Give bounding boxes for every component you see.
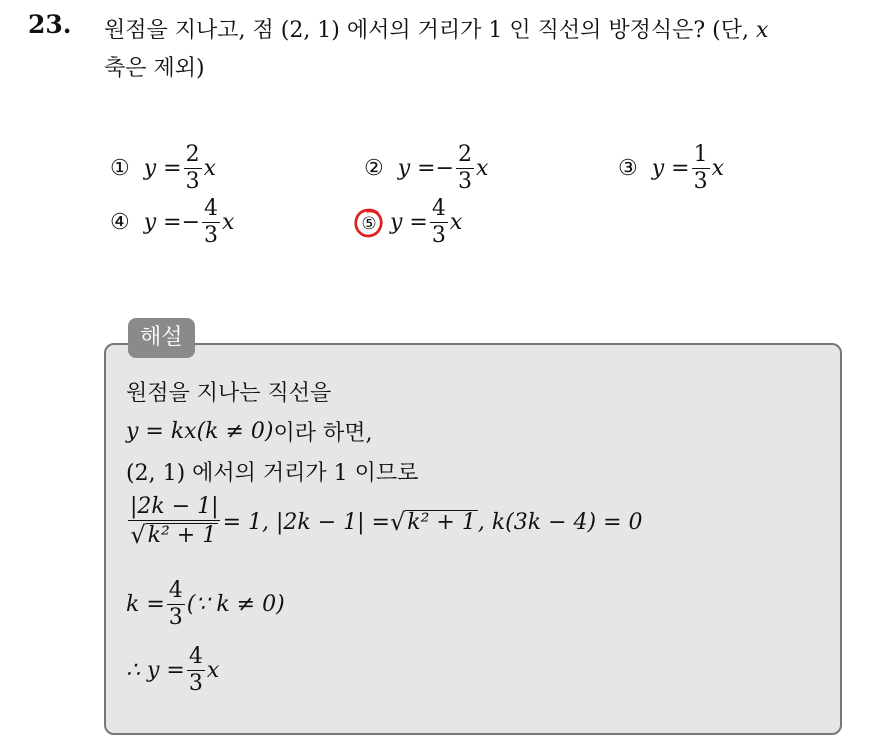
choice-1-lhs: y =	[143, 156, 182, 181]
choice-5-denominator: 3	[431, 223, 446, 248]
choice-3-mark: ③	[618, 156, 638, 181]
solution-line-4-end: , k(3k − 4) = 0	[477, 509, 643, 535]
choice-2[interactable]	[364, 144, 488, 193]
solution-tab: 해설	[128, 318, 195, 358]
choice-5-mark: ⑤	[361, 213, 377, 234]
question-text-part1: 원점을 지나고, 점 (2, 1) 에서의 거리가 1 인 직선의 방정식은? (단,	[104, 18, 756, 43]
choice-2-mark: ②	[364, 156, 384, 181]
solution-line-4	[126, 496, 643, 548]
solution-line-2-text: 이라 하면,	[273, 421, 373, 446]
choice-2-fraction	[456, 144, 474, 193]
sqrt-rhs-body: k² + 1	[407, 509, 476, 535]
solution-line-6	[126, 646, 219, 695]
choice-4-var: x	[222, 210, 235, 235]
solution-line-2-math: y = kx(k ≠ 0)	[126, 419, 274, 444]
choice-2-numerator: 2	[458, 142, 473, 167]
answer-circle-icon	[352, 206, 386, 240]
solution-line-1: 원점을 지나는 직선을	[126, 381, 332, 406]
choice-2-var: x	[476, 156, 489, 181]
choice-4-denominator: 3	[204, 223, 219, 248]
choice-1-fraction	[184, 144, 202, 193]
solution-line-5-end: (∵ k ≠ 0)	[186, 592, 285, 617]
choice-5[interactable]	[358, 198, 462, 247]
solution-line-5-denominator: 3	[168, 605, 183, 630]
solution-line-6-end: x	[206, 658, 220, 683]
solution-line-6-lhs: ∴ y =	[126, 658, 185, 683]
choice-4-mark: ④	[110, 210, 130, 235]
choice-2-sign: −	[435, 156, 455, 181]
question-number: 23.	[28, 10, 72, 39]
choice-4-fraction	[202, 198, 220, 247]
choice-4[interactable]	[110, 198, 234, 247]
choice-3-denominator: 3	[693, 169, 708, 194]
solution-line-4-fraction	[128, 496, 221, 548]
sqrt-denominator-body: k² + 1	[147, 523, 217, 548]
sqrt-icon: √	[389, 507, 406, 536]
solution-line-6-fraction	[187, 646, 205, 695]
choice-1-var: x	[203, 156, 217, 181]
solution-line-4-numerator: |2k − 1|	[130, 494, 219, 519]
question-text	[104, 12, 864, 88]
solution-line-3: (2, 1) 에서의 거리가 1 이므로	[126, 461, 419, 486]
solution-line-5-numerator: 4	[168, 578, 183, 603]
choice-3[interactable]	[618, 144, 724, 193]
solution-line-4-mid: = 1, |2k − 1| =	[222, 509, 390, 535]
choice-1-denominator: 3	[185, 169, 200, 194]
choice-5-fraction	[430, 198, 448, 247]
choice-4-numerator: 4	[204, 196, 219, 221]
choice-5-lhs: y =	[390, 210, 428, 235]
sqrt-denominator	[130, 523, 218, 548]
solution-line-2	[126, 416, 373, 447]
sqrt-icon: √	[130, 521, 146, 549]
choice-1[interactable]	[110, 144, 216, 193]
solution-line-5-fraction	[167, 580, 185, 629]
solution-line-6-denominator: 3	[188, 671, 203, 696]
question-text-var: x	[755, 18, 769, 43]
choice-1-mark: ①	[110, 156, 130, 181]
choice-4-lhs: y =	[143, 210, 182, 235]
choice-1-numerator: 2	[185, 142, 200, 167]
choice-5-numerator: 4	[431, 196, 446, 221]
sqrt-rhs	[389, 507, 478, 536]
choice-3-lhs: y =	[651, 156, 690, 181]
solution-line-4-denominator	[128, 520, 220, 548]
choice-3-numerator: 1	[693, 142, 708, 167]
choice-5-var: x	[449, 210, 463, 235]
choice-2-denominator: 3	[458, 169, 473, 194]
solution-line-6-numerator: 4	[188, 644, 203, 669]
choice-2-lhs: y =	[397, 156, 436, 181]
solution-line-5-lhs: k =	[126, 592, 165, 617]
solution-line-5	[126, 580, 285, 629]
choice-4-sign: −	[181, 210, 201, 235]
choice-3-var: x	[711, 156, 725, 181]
question-text-part2: 축은 제외)	[104, 56, 205, 81]
choice-3-fraction	[692, 144, 710, 193]
